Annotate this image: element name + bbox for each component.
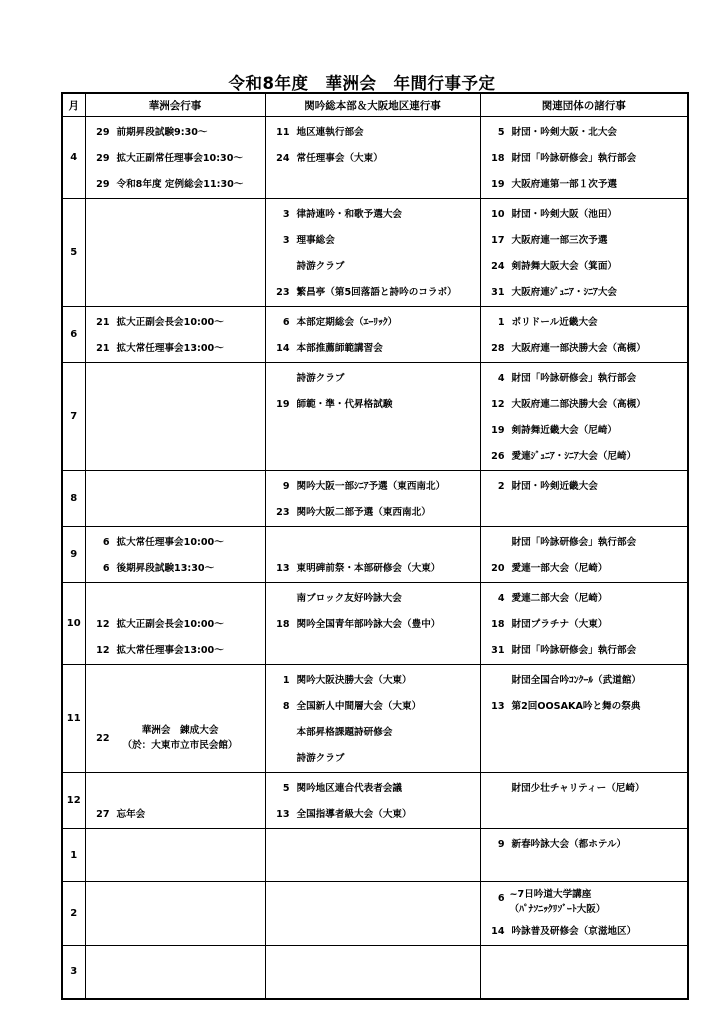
event-text: 後期昇段試験13:30～ [116, 563, 215, 574]
event-text: 財団・吟剣大阪・北大会 [511, 127, 618, 138]
event-date: 3 [282, 235, 290, 246]
event-date: 9 [282, 481, 290, 492]
list-item [86, 721, 265, 755]
event-text: ポリドール近畿大会 [511, 317, 598, 328]
list-item [481, 120, 688, 146]
cell-lines [266, 307, 480, 362]
event-date: 1 [497, 317, 505, 328]
kashu-cell [85, 882, 265, 946]
event-date: 28 [491, 343, 505, 354]
list-item [266, 366, 480, 392]
kashu-cell [85, 117, 265, 199]
event-date: 23 [276, 287, 290, 298]
event-date: 5 [497, 127, 505, 138]
event-date: 29 [96, 179, 110, 190]
event-date: 21 [96, 317, 110, 328]
list-item [481, 310, 688, 336]
event-text: 全国新人中間層大会（大東） [296, 701, 422, 712]
list-item [266, 228, 480, 254]
page-title: 令和8年度 華洲会 年間行事予定 [228, 74, 496, 93]
event-text: 詩游クラブ [296, 753, 345, 764]
event-text: 新春吟詠大会（都ホテル） [511, 839, 627, 850]
event-date: 10 [491, 209, 505, 220]
event-text: 常任理事会（大東） [296, 153, 383, 164]
list-item [266, 556, 480, 582]
kanshin-cell [265, 199, 480, 307]
list-item [266, 254, 480, 280]
event-date: 4 [497, 593, 505, 604]
list-item [266, 668, 480, 694]
table-row [62, 829, 688, 882]
kashu-cell [85, 829, 265, 882]
event-date: 23 [276, 507, 290, 518]
cell-lines [481, 583, 688, 664]
list-item [86, 530, 265, 556]
kanshin-cell [265, 363, 480, 471]
header-kashu: 華洲会行事 [85, 93, 265, 117]
cell-lines [481, 946, 688, 949]
cell-lines [481, 527, 688, 582]
kashu-cell [85, 665, 265, 773]
event-text: 第2回OOSAKA吟と舞の祭典 [511, 701, 641, 712]
cell-lines [266, 471, 480, 526]
event-text: 関吟大阪決勝大会（大東） [296, 675, 412, 686]
event-date: 1 [282, 675, 290, 686]
list-item [481, 336, 688, 362]
event-text: 理事総会 [296, 235, 335, 246]
list-item [481, 694, 688, 720]
event-date: 19 [491, 425, 505, 436]
list-item [266, 586, 480, 612]
event-date: 6 [102, 537, 110, 548]
cell-lines [481, 199, 688, 306]
event-text: ~7日吟道大学講座 [509, 889, 592, 900]
cell-lines [86, 307, 265, 362]
event-date: 13 [276, 809, 290, 820]
event-date: 11 [276, 127, 290, 138]
month-cell: 12 [62, 773, 85, 829]
list-item [481, 832, 688, 858]
event-date: 19 [276, 399, 290, 410]
cell-lines [86, 471, 265, 474]
list-item [86, 638, 265, 664]
related-cell [480, 946, 688, 999]
schedule-body [62, 117, 688, 999]
list-item [481, 254, 688, 280]
event-text: 繁昌亭（第5回落語と詩吟のコラボ） [296, 287, 457, 298]
cell-lines [86, 117, 265, 198]
table-row [62, 527, 688, 583]
event-text: 大阪府連一部三次予選 [511, 235, 608, 246]
list-item [266, 310, 480, 336]
event-text: 本部定期総会（ｴｰﾘｯｸ） [296, 317, 398, 328]
list-item [86, 146, 265, 172]
list-item [86, 310, 265, 336]
list-item [266, 694, 480, 720]
list-item [481, 146, 688, 172]
event-text: 財団少壮チャリティー（尼崎） [511, 783, 645, 794]
list-item [86, 120, 265, 146]
event-text: 本部推薦師範講習会 [296, 343, 383, 354]
list-item [481, 202, 688, 228]
month-cell: 8 [62, 471, 85, 527]
event-date: 14 [491, 926, 505, 937]
event-text: 大阪府連第一部１次予選 [511, 179, 618, 190]
event-text: 吟詠普及研修会（京滋地区） [511, 926, 637, 937]
table-row [62, 363, 688, 471]
event-text: 財団・吟剣近畿大会 [511, 481, 598, 492]
kanshin-cell [265, 773, 480, 829]
event-text: 大阪府連ｼﾞｭﾆｱ・ｼﾆｱ大会 [511, 287, 618, 298]
event-date: 18 [276, 619, 290, 630]
list-item [266, 120, 480, 146]
table-row [62, 773, 688, 829]
list-item [266, 530, 480, 556]
cell-lines [481, 829, 688, 858]
event-date: 9 [497, 839, 505, 850]
cell-lines [481, 307, 688, 362]
list-item [266, 202, 480, 228]
kashu-cell [85, 363, 265, 471]
event-text: 詩游クラブ [296, 373, 345, 384]
cell-lines [266, 363, 480, 418]
list-item [266, 612, 480, 638]
cell-lines [266, 882, 480, 885]
list-item [266, 474, 480, 500]
cell-lines [266, 946, 480, 949]
event-text-block [510, 887, 606, 917]
event-text: 拡大正副常任理事会10:30～ [116, 153, 243, 164]
related-cell [480, 829, 688, 882]
event-text: 財団「吟詠研修会」執行部会 [511, 537, 637, 548]
kanshin-cell [265, 946, 480, 999]
event-text: 拡大常任理事会13:00～ [116, 645, 224, 656]
kashu-cell [85, 583, 265, 665]
cell-lines [266, 583, 480, 638]
cell-lines [86, 583, 265, 664]
event-text: 前期昇段試験9:30～ [116, 127, 208, 138]
event-date: 6 [282, 317, 290, 328]
cell-lines [86, 773, 265, 828]
month-cell: 1 [62, 829, 85, 882]
event-text: 拡大正副会長会10:00～ [116, 619, 224, 630]
event-date: 29 [96, 153, 110, 164]
month-cell: 6 [62, 307, 85, 363]
cell-lines [266, 773, 480, 828]
event-text: 華洲会 錬成大会 [141, 725, 219, 736]
cell-lines [86, 363, 265, 366]
event-text: 愛連一部大会（尼崎） [511, 563, 608, 574]
event-text: 大阪府連二部決勝大会（高槻） [511, 399, 646, 410]
related-cell [480, 882, 688, 946]
event-text: 師範・準・代昇格試験 [296, 399, 393, 410]
cell-lines [86, 829, 265, 832]
header-related: 関連団体の諸行事 [480, 93, 688, 117]
event-date: 21 [96, 343, 110, 354]
list-item [481, 919, 688, 945]
related-cell [480, 363, 688, 471]
event-text: 剣詩舞大阪大会（箕面） [511, 261, 618, 272]
event-date: 24 [276, 153, 290, 164]
event-text: 財団プラチナ（大東） [511, 619, 608, 630]
cell-lines [266, 117, 480, 172]
list-item [481, 638, 688, 664]
list-item [481, 418, 688, 444]
kanshin-cell [265, 583, 480, 665]
list-item [481, 280, 688, 306]
event-date: 12 [491, 399, 505, 410]
list-item [86, 802, 265, 828]
kashu-cell [85, 471, 265, 527]
kashu-cell [85, 307, 265, 363]
event-text: 地区連執行部会 [296, 127, 364, 138]
event-venue: （ﾊﾟﾅｿﾆｯｸﾘｿﾞｰﾄ大阪） [509, 904, 606, 915]
event-date: 18 [491, 619, 505, 630]
cell-lines [86, 199, 265, 202]
related-cell [480, 773, 688, 829]
month-cell: 9 [62, 527, 85, 583]
kanshin-cell [265, 882, 480, 946]
related-cell [480, 117, 688, 199]
event-date: 4 [497, 373, 505, 384]
month-cell: 10 [62, 583, 85, 665]
event-text: 関吟全国青年部吟詠大会（豊中） [296, 619, 441, 630]
list-item [481, 668, 688, 694]
list-item [266, 776, 480, 802]
list-item [266, 720, 480, 746]
list-item [481, 556, 688, 582]
event-date: 5 [282, 783, 290, 794]
list-item [86, 776, 265, 802]
list-item [481, 392, 688, 418]
list-item [86, 336, 265, 362]
cell-lines [266, 527, 480, 582]
cell-lines [481, 773, 688, 802]
event-date: 20 [491, 563, 505, 574]
event-text: 剣詩舞近畿大会（尼崎） [511, 425, 618, 436]
event-text-block [123, 723, 238, 753]
event-text: 本部昇格課題詩研修会 [296, 727, 393, 738]
table-row [62, 117, 688, 199]
month-cell: 3 [62, 946, 85, 999]
event-text: 拡大正副会長会10:00～ [116, 317, 224, 328]
event-date: 24 [491, 261, 505, 272]
kashu-cell [85, 199, 265, 307]
cell-lines [481, 471, 688, 500]
event-text: 詩游クラブ [296, 261, 345, 272]
list-item [481, 474, 688, 500]
table-row [62, 946, 688, 999]
event-date: 22 [96, 732, 110, 744]
list-item [266, 392, 480, 418]
list-item [481, 776, 688, 802]
list-item [266, 500, 480, 526]
event-text: 東明碑前祭・本部研修会（大東） [296, 563, 441, 574]
event-date: 26 [491, 451, 505, 462]
event-date: 12 [96, 645, 110, 656]
month-cell: 2 [62, 882, 85, 946]
kashu-cell [85, 527, 265, 583]
event-date: 14 [276, 343, 290, 354]
event-date: 31 [491, 645, 505, 656]
event-date: 29 [96, 127, 110, 138]
month-cell: 5 [62, 199, 85, 307]
kanshin-cell [265, 665, 480, 773]
kanshin-cell [265, 527, 480, 583]
list-item [266, 802, 480, 828]
month-cell: 4 [62, 117, 85, 199]
event-date: 3 [282, 209, 290, 220]
event-text: 律詩連吟・和歌予選大会 [296, 209, 403, 220]
cell-lines [481, 882, 688, 945]
kanshin-cell [265, 829, 480, 882]
list-item [86, 172, 265, 198]
event-date: 2 [497, 481, 505, 492]
event-text: 拡大常任理事会10:00～ [116, 537, 224, 548]
header-month: 月 [62, 93, 85, 117]
list-item [481, 586, 688, 612]
related-cell [480, 583, 688, 665]
related-cell [480, 471, 688, 527]
event-venue: （於：大東市立市民会館） [122, 740, 238, 751]
table-row [62, 471, 688, 527]
list-item [481, 612, 688, 638]
event-text: 拡大常任理事会13:00～ [116, 343, 224, 354]
table-header-row [62, 93, 688, 117]
header-kanshin: 関吟総本部＆大阪地区連行事 [265, 93, 480, 117]
related-cell [480, 527, 688, 583]
cell-lines [86, 946, 265, 949]
list-item [481, 885, 688, 919]
list-item [266, 146, 480, 172]
related-cell [480, 199, 688, 307]
list-item [481, 444, 688, 470]
event-text: 愛連二部大会（尼崎） [511, 593, 608, 604]
event-date: 31 [491, 287, 505, 298]
list-item [266, 336, 480, 362]
list-item [481, 366, 688, 392]
event-date: 19 [491, 179, 505, 190]
table-row [62, 199, 688, 307]
event-text: 令和8年度 定例総会11:30～ [116, 179, 244, 190]
kanshin-cell [265, 471, 480, 527]
schedule-table [61, 92, 689, 1000]
event-text: 南ブロック友好吟詠大会 [296, 593, 402, 604]
cell-lines [86, 665, 265, 755]
event-text: 大阪府連一部決勝大会（高槻） [511, 343, 646, 354]
event-date: 6 [102, 563, 110, 574]
list-item [481, 172, 688, 198]
table-row [62, 307, 688, 363]
kashu-cell [85, 773, 265, 829]
list-item [266, 746, 480, 772]
cell-lines [481, 363, 688, 470]
list-item [86, 586, 265, 612]
list-item [266, 280, 480, 306]
cell-lines [86, 882, 265, 885]
list-item [86, 612, 265, 638]
kashu-cell [85, 946, 265, 999]
event-date: 27 [96, 809, 110, 820]
kanshin-cell [265, 117, 480, 199]
cell-lines [481, 117, 688, 198]
month-cell: 7 [62, 363, 85, 471]
event-text: 財団・吟剣大阪（池田） [511, 209, 618, 220]
event-date: 18 [491, 153, 505, 164]
cell-lines [266, 665, 480, 772]
related-cell [480, 307, 688, 363]
related-cell [480, 665, 688, 773]
cell-lines [266, 829, 480, 832]
event-text: 財団全国合吟ｺﾝｸｰﾙ（武道館） [511, 675, 642, 686]
cell-lines [86, 527, 265, 582]
list-item [481, 530, 688, 556]
event-date: 12 [96, 619, 110, 630]
event-text: 財団「吟詠研修会」執行部会 [511, 373, 637, 384]
event-date: 13 [276, 563, 290, 574]
event-date: 8 [282, 701, 290, 712]
table-row [62, 583, 688, 665]
event-text: 愛連ｼﾞｭﾆｱ・ｼﾆｱ大会（尼崎） [511, 451, 637, 462]
event-date: 13 [491, 701, 505, 712]
month-cell: 11 [62, 665, 85, 773]
event-date: 17 [491, 235, 505, 246]
table-row [62, 882, 688, 946]
event-text: 財団「吟詠研修会」執行部会 [511, 153, 637, 164]
event-text: 関吟大阪二部予選（東西南北） [296, 507, 431, 518]
list-item [86, 556, 265, 582]
event-text: 関吟地区連合代表者会議 [296, 783, 403, 794]
event-date: 6 [497, 892, 505, 904]
list-item [481, 228, 688, 254]
event-text: 全国指導者級大会（大東） [296, 809, 412, 820]
table-row [62, 665, 688, 773]
kanshin-cell [265, 307, 480, 363]
event-text: 財団「吟詠研修会」執行部会 [511, 645, 637, 656]
cell-lines [266, 199, 480, 306]
event-text: 忘年会 [116, 809, 146, 820]
cell-lines [481, 665, 688, 720]
event-text: 関吟大阪一部ｼﾆｱ予選（東西南北） [296, 481, 446, 492]
